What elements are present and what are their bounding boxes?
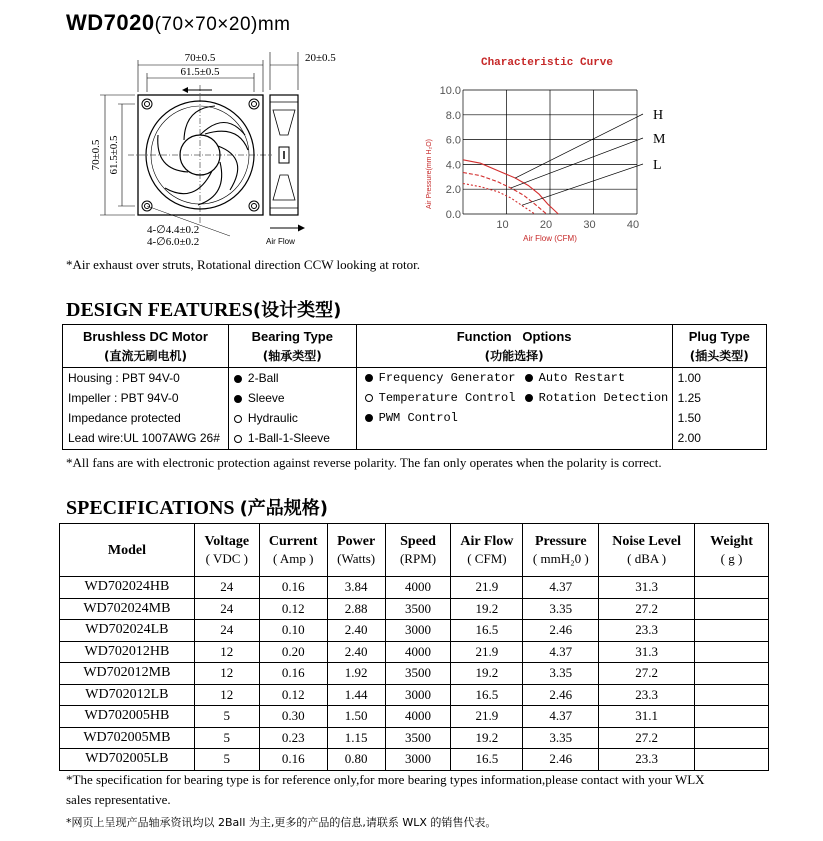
spec-cell: 12	[194, 663, 259, 685]
model-name: WD7020	[66, 10, 155, 35]
header-bearing-cn: (轴承类型)	[262, 348, 322, 363]
spec-header-unit: ( VDC )	[205, 551, 248, 566]
function-label: PWM Control	[378, 411, 458, 425]
table-row	[60, 706, 769, 728]
spec-header-name: Voltage	[204, 534, 250, 549]
empty-dot-icon	[234, 435, 242, 443]
spec-cell: 2.46	[523, 620, 599, 642]
bearing-option	[229, 428, 356, 448]
series-line-M	[463, 173, 547, 215]
chart-y-label: Air Pressure(mm H₂O)	[426, 139, 433, 209]
spec-header-0	[60, 524, 195, 577]
series-line-H	[463, 160, 558, 214]
series-label-H: H	[653, 108, 664, 123]
bearing-label: 2-Ball	[247, 371, 279, 385]
leader-line	[522, 164, 643, 205]
spec-cell	[695, 620, 769, 642]
spec-cell: 21.9	[451, 706, 523, 728]
spec-header-unit: ( mmH₂0 )	[532, 551, 589, 566]
spec-cell: WD702024MB	[60, 598, 195, 620]
spec-cell: 0.12	[259, 684, 327, 706]
bearing-label: Hydraulic	[247, 411, 298, 425]
spec-cell: 0.16	[259, 663, 327, 685]
filled-dot-icon	[525, 394, 533, 402]
spec-cell: 0.10	[259, 620, 327, 642]
spec-cell: 27.2	[599, 663, 695, 685]
header-function-en: Function Options	[456, 328, 572, 344]
spec-cell: 0.12	[259, 598, 327, 620]
bearing-note: *The specification for bearing type is for reference only,for more bearing types information,please contact with your WLX	[66, 772, 705, 787]
header-motor	[63, 325, 229, 368]
function-tc	[365, 388, 525, 408]
spec-cell: 3.84	[327, 577, 385, 599]
specifications-table	[59, 523, 769, 771]
chart-series	[463, 160, 558, 214]
hole-dim: 61.5±0.5	[180, 66, 220, 78]
spec-cell: 4000	[385, 706, 451, 728]
spec-header-3	[327, 524, 385, 577]
spec-header-4	[385, 524, 451, 577]
spec-header-name: Current	[268, 534, 318, 549]
spec-cell: 31.3	[599, 577, 695, 599]
function-label: Temperature Control	[378, 391, 516, 405]
spec-cell: WD702024HB	[60, 577, 195, 599]
spec-cell: 4.37	[523, 641, 599, 663]
design-features-heading	[66, 296, 341, 322]
spec-header-8	[695, 524, 769, 577]
depth-dim: 20±0.5	[305, 52, 336, 64]
spec-header-unit: ( CFM)	[467, 551, 507, 566]
function-rd	[525, 388, 669, 408]
bearing-note-cn: *网页上呈现产品轴承资讯均以 2Ball 为主,更多的产品的信息,请联系 WLX 的销售代表。	[66, 816, 497, 829]
design-heading-cn: (设计类型)	[252, 300, 342, 321]
spec-cell: 0.30	[259, 706, 327, 728]
spec-cell: 2.40	[327, 641, 385, 663]
spec-cell: 3500	[385, 727, 451, 749]
mechanical-drawing	[60, 40, 360, 255]
airflow-note: *Air exhaust over struts, Rotational direction CCW looking at rotor.	[66, 257, 420, 272]
table-row	[60, 641, 769, 663]
motor-impedance: Impedance protected	[68, 411, 181, 425]
y-tick-label: 4.0	[445, 159, 461, 172]
spec-cell: 27.2	[599, 727, 695, 749]
spec-cell: 23.3	[599, 684, 695, 706]
function-label: Frequency Generator	[378, 371, 516, 385]
spec-header-7	[599, 524, 695, 577]
spec-cell: 1.44	[327, 684, 385, 706]
table-row	[60, 620, 769, 642]
spec-cell: 16.5	[451, 620, 523, 642]
chart-title: Characteristic Curve	[480, 57, 614, 69]
y-tick-label: 6.0	[445, 134, 461, 147]
spec-cell: 0.16	[259, 749, 327, 771]
spec-header-6	[523, 524, 599, 577]
spec-cell: 0.23	[259, 727, 327, 749]
bearing-option	[229, 408, 356, 428]
function-label: Auto Restart	[538, 371, 626, 385]
function-pwm	[365, 408, 458, 428]
plug-cell	[672, 368, 766, 450]
spec-cell	[695, 663, 769, 685]
spec-cell: WD702024LB	[60, 620, 195, 642]
series-line-L	[463, 184, 535, 215]
header-plug-cn: (插头类型)	[689, 348, 749, 363]
table-row	[60, 663, 769, 685]
spec-cell	[695, 706, 769, 728]
polarity-note: *All fans are with electronic protection against reverse polarity. The fan only operates when the polarity is correct.	[66, 455, 662, 470]
function-cell	[356, 368, 672, 450]
spec-cell: 3000	[385, 749, 451, 771]
spec-header-name: Noise Level	[612, 534, 682, 549]
header-bearing	[228, 325, 356, 368]
spec-header-1	[194, 524, 259, 577]
design-features-table	[62, 324, 767, 450]
filled-dot-icon	[525, 374, 533, 382]
bearing-label: Sleeve	[247, 391, 285, 405]
motor-impeller: Impeller : PBT 94V-0	[68, 391, 179, 405]
plug-pitch: 1.50	[677, 411, 701, 425]
spec-header-name: Model	[107, 542, 146, 558]
spec-cell: 3.35	[523, 727, 599, 749]
spec-cell: 21.9	[451, 577, 523, 599]
width-dim: 70±0.5	[184, 52, 216, 64]
filled-dot-icon	[365, 414, 373, 422]
x-tick-label: 40	[626, 219, 640, 231]
airflow-arrow-icon	[298, 225, 305, 232]
plug-pitch: 2.00	[677, 431, 701, 445]
spec-cell: 1.50	[327, 706, 385, 728]
spec-cell: 4000	[385, 577, 451, 599]
spec-cell: 3.35	[523, 598, 599, 620]
spec-cell: 24	[194, 577, 259, 599]
airflow-label: Air Flow	[266, 237, 295, 246]
leader-line	[515, 114, 643, 178]
spec-header-unit: (Watts)	[337, 551, 376, 566]
spec-header-name: Air Flow	[460, 534, 514, 549]
function-label: Rotation Detection	[538, 391, 669, 405]
design-heading-en: DESIGN FEATURES	[66, 299, 253, 321]
chart-x-ticks	[496, 219, 639, 231]
spec-cell	[695, 641, 769, 663]
spec-cell: 0.20	[259, 641, 327, 663]
spec-cell: 3500	[385, 598, 451, 620]
y-tick-label: 2.0	[445, 184, 461, 197]
x-tick-label: 20	[539, 219, 553, 231]
spec-cell	[695, 598, 769, 620]
bearing-label: 1-Ball-1-Sleeve	[247, 431, 330, 445]
spec-header-unit: (RPM)	[399, 551, 437, 566]
y-tick-label: 8.0	[445, 109, 461, 122]
chart-y-ticks	[440, 85, 461, 221]
chart-x-label: Air Flow (CFM)	[523, 234, 577, 243]
spec-cell: 31.3	[599, 641, 695, 663]
table-row	[60, 684, 769, 706]
spec-cell: 31.1	[599, 706, 695, 728]
x-tick-label: 10	[496, 219, 509, 231]
spec-cell: 3000	[385, 684, 451, 706]
spec-cell: WD702005HB	[60, 706, 195, 728]
spec-header-name: Weight	[710, 534, 753, 549]
spec-cell: 16.5	[451, 749, 523, 771]
spec-cell: 4.37	[523, 577, 599, 599]
x-tick-label: 30	[583, 219, 596, 231]
header-motor-cn: (直流无刷电机)	[103, 348, 187, 363]
empty-dot-icon	[365, 394, 373, 402]
spec-cell: 3.35	[523, 663, 599, 685]
spec-cell: 2.46	[523, 684, 599, 706]
header-function-cn: (功能选择)	[484, 348, 544, 363]
table-row	[60, 577, 769, 599]
spec-cell: 1.15	[327, 727, 385, 749]
bearing-option	[229, 388, 356, 408]
spec-header-name: Speed	[400, 534, 436, 549]
plug-pitch: 1.25	[677, 391, 701, 405]
specifications-heading	[66, 494, 328, 520]
filled-dot-icon	[234, 395, 242, 403]
table-row	[60, 598, 769, 620]
spec-cell: 23.3	[599, 620, 695, 642]
spec-cell: WD702005LB	[60, 749, 195, 771]
spec-cell: WD702005MB	[60, 727, 195, 749]
filled-dot-icon	[234, 375, 242, 383]
header-function	[356, 325, 672, 368]
specs-heading-cn: (产品规格)	[239, 498, 329, 519]
y-tick-label: 0.0	[445, 209, 461, 221]
height-hole-dim: 61.5±0.5	[108, 135, 120, 175]
bearing-cell	[228, 368, 356, 450]
spec-cell: WD702012HB	[60, 641, 195, 663]
series-label-M: M	[653, 132, 666, 147]
filled-dot-icon	[365, 374, 373, 382]
plug-pitch: 1.00	[677, 371, 701, 385]
spec-header-unit: ( g )	[720, 551, 743, 566]
series-label-L: L	[653, 158, 662, 173]
spec-header-unit: ( dBA )	[627, 551, 667, 566]
spec-header-5	[451, 524, 523, 577]
spec-cell: 24	[194, 598, 259, 620]
function-ar	[525, 368, 625, 388]
spec-cell: 19.2	[451, 663, 523, 685]
motor-cell	[63, 368, 229, 450]
spec-cell: 2.88	[327, 598, 385, 620]
specs-heading-en: SPECIFICATIONS	[66, 497, 240, 519]
model-size: (70×70×20)mm	[154, 14, 291, 35]
characteristic-curve-chart	[415, 48, 675, 248]
spec-cell: 1.92	[327, 663, 385, 685]
spec-cell: 4000	[385, 641, 451, 663]
spec-cell: 5	[194, 706, 259, 728]
spec-cell: 2.46	[523, 749, 599, 771]
bearing-option	[229, 368, 356, 388]
spec-cell: 19.2	[451, 598, 523, 620]
spec-cell: 24	[194, 620, 259, 642]
spec-header-2	[259, 524, 327, 577]
fan-frame-outline	[138, 95, 263, 215]
spec-cell: 19.2	[451, 727, 523, 749]
bearing-note-cont: sales representative.	[66, 792, 171, 807]
spec-cell: 3500	[385, 663, 451, 685]
header-plug-en: Plug Type	[688, 328, 750, 344]
spec-cell	[695, 727, 769, 749]
spec-cell: 27.2	[599, 598, 695, 620]
spec-cell: 2.40	[327, 620, 385, 642]
empty-dot-icon	[234, 415, 242, 423]
page-title	[66, 10, 291, 36]
spec-cell	[695, 577, 769, 599]
y-tick-label: 10.0	[439, 85, 461, 97]
spec-cell: 21.9	[451, 641, 523, 663]
leader-line	[511, 138, 643, 188]
spec-cell: 4.37	[523, 706, 599, 728]
motor-housing: Housing : PBT 94V-0	[68, 371, 180, 385]
height-dim: 70±0.5	[90, 139, 102, 171]
spec-cell: 3000	[385, 620, 451, 642]
spec-cell: WD702012LB	[60, 684, 195, 706]
hole-large-dim: 4-∅6.0±0.2	[147, 236, 200, 248]
header-bearing-en: Bearing Type	[251, 328, 333, 344]
spec-cell	[695, 684, 769, 706]
spec-cell: WD702012MB	[60, 663, 195, 685]
spec-cell: 12	[194, 684, 259, 706]
function-fg	[365, 368, 525, 388]
spec-cell: 0.80	[327, 749, 385, 771]
spec-cell: 16.5	[451, 684, 523, 706]
spec-cell: 0.16	[259, 577, 327, 599]
spec-cell: 5	[194, 727, 259, 749]
table-row	[60, 749, 769, 771]
spec-header-name: Power	[337, 534, 376, 549]
spec-header-name: Pressure	[535, 534, 587, 549]
header-motor-en: Brushless DC Motor	[82, 328, 208, 344]
spec-cell	[695, 749, 769, 771]
motor-lead-wire: Lead wire:UL 1007AWG 26#	[68, 431, 220, 445]
spec-cell: 12	[194, 641, 259, 663]
table-row	[60, 727, 769, 749]
hole-small-dim: 4-∅4.4±0.2	[147, 224, 200, 236]
spec-header-unit: ( Amp )	[272, 551, 314, 566]
header-plug	[672, 325, 766, 368]
spec-cell: 23.3	[599, 749, 695, 771]
spec-cell: 5	[194, 749, 259, 771]
